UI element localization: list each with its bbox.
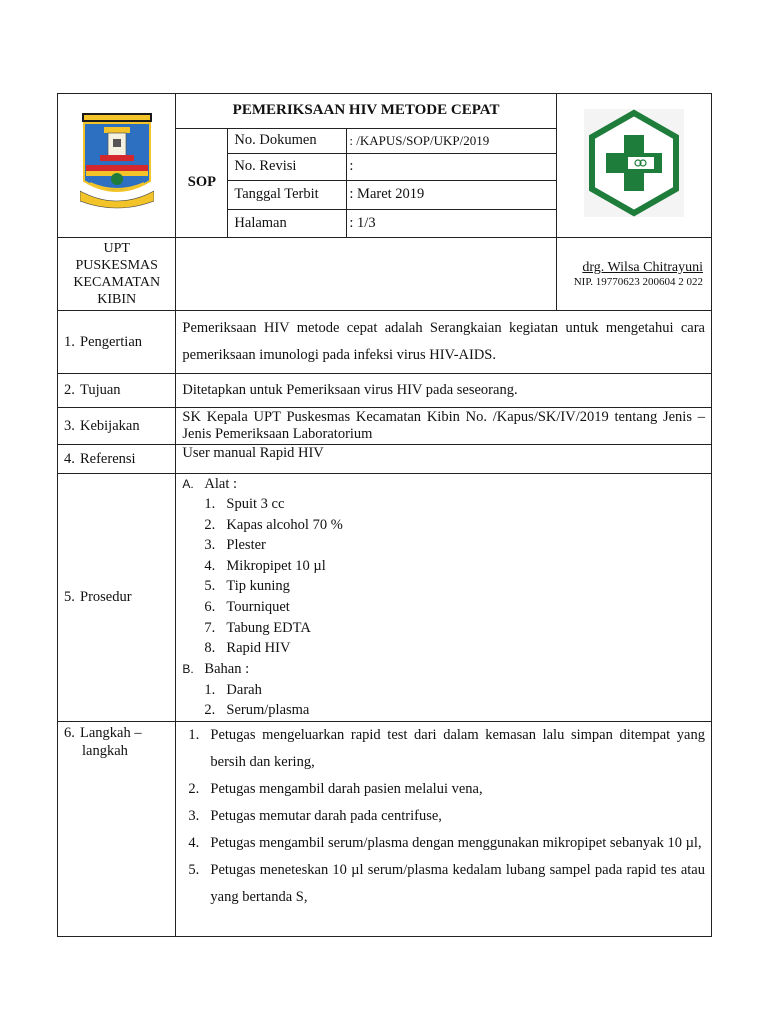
list-item: 5. Tip kuning (204, 578, 290, 595)
list-item: 1. Darah (204, 681, 262, 698)
steps-list (176, 722, 711, 911)
document-title: PEMERIKSAAN HIV METODE CEPAT (176, 94, 555, 128)
section-text-kebijakan: SK Kepala UPT Puskesmas Kecamatan Kibin No. /Kapus/SK/IV/2019 tentang Jenis – Jenis Pemeriksaan Laboratorium (176, 408, 712, 445)
list-item: 7. Tabung EDTA (204, 619, 311, 636)
section-label-tujuan: 2. Tujuan (58, 374, 176, 408)
field-label-revision: No. Revisi (228, 153, 347, 180)
section-label-pengertian: 1. Pengertian (58, 311, 176, 374)
list-item: 3. Petugas memutar darah pada centrifuse, (188, 807, 442, 824)
list-item: 3. Plester (204, 537, 266, 554)
field-label-issue-date: Tanggal Terbit (228, 180, 347, 209)
logo-left-cell (58, 94, 176, 238)
list-item: 2. Serum/plasma (204, 702, 310, 719)
sop-label: SOP (176, 128, 228, 237)
list-item: 2. Petugas mengambil darah pasien melalui vena, (188, 780, 483, 797)
list-item: 5. Petugas meneteskan 10 µl serum/plasma kedalam lubang sampel pada rapid tes atau yang bertanda S, (188, 861, 705, 905)
section-label-referensi: 4. Referensi (58, 445, 176, 474)
section-text-tujuan: Ditetapkan untuk Pemeriksaan virus HIV pada seseorang. (176, 374, 712, 408)
section-text-pengertian: Pemeriksaan HIV metode cepat adalah Serangkaian kegiatan untuk mengetahui cara pemeriksaan imunologi pada infeksi virus HIV-AIDS. (176, 311, 712, 374)
header-inner-table (176, 94, 555, 237)
signature-cell (556, 238, 711, 311)
section-label-kebijakan: 3. Kebijakan (58, 408, 176, 445)
list-item: 8. Rapid HIV (204, 640, 291, 657)
puskesmas-logo-icon (584, 109, 684, 217)
list-item: 2. Kapas alcohol 70 % (204, 516, 343, 533)
list-item: 4. Mikropipet 10 µl (204, 557, 326, 574)
section-label-prosedur: 5. Prosedur (58, 474, 176, 722)
field-value-page: : 1/3 (347, 209, 556, 237)
list-item: 4. Petugas mengambil serum/plasma dengan menggunakan mikropipet sebanyak 10 µl, (188, 834, 702, 851)
logo-right-cell (556, 94, 711, 238)
alat-heading: A. Alat : (182, 476, 238, 492)
section-text-referensi: User manual Rapid HIV (176, 445, 712, 474)
list-item: 6. Tourniquet (204, 598, 290, 615)
sop-table (57, 93, 712, 937)
section-content-langkah (176, 721, 712, 936)
alat-list (182, 494, 705, 659)
blank-cell (176, 238, 556, 311)
field-label-document-number: No. Dokumen (228, 128, 347, 153)
regency-crest-icon (80, 111, 154, 215)
bahan-list (182, 680, 705, 721)
section-label-langkah: 6. Langkah – langkah (58, 721, 176, 936)
section-content-prosedur (176, 474, 712, 722)
field-value-revision: : (347, 153, 556, 180)
signatory-name: drg. Wilsa Chitrayuni (582, 260, 703, 275)
field-value-document-number: : /KAPUS/SOP/UKP/2019 (347, 128, 556, 153)
list-item: 1. Spuit 3 cc (204, 496, 285, 512)
bahan-heading: B. Bahan : (182, 660, 250, 677)
signatory-nip: NIP. 19770623 200604 2 022 (573, 276, 703, 288)
header-center-cell (176, 94, 556, 238)
institution-cell: UPT PUSKESMAS KECAMATAN KIBIN (58, 238, 176, 311)
field-label-page: Halaman (228, 209, 347, 237)
field-value-issue-date: : Maret 2019 (347, 180, 556, 209)
list-item: 1. Petugas mengeluarkan rapid test dari dalam kemasan lalu simpan ditempat yang bersih dan kering, (188, 726, 705, 770)
